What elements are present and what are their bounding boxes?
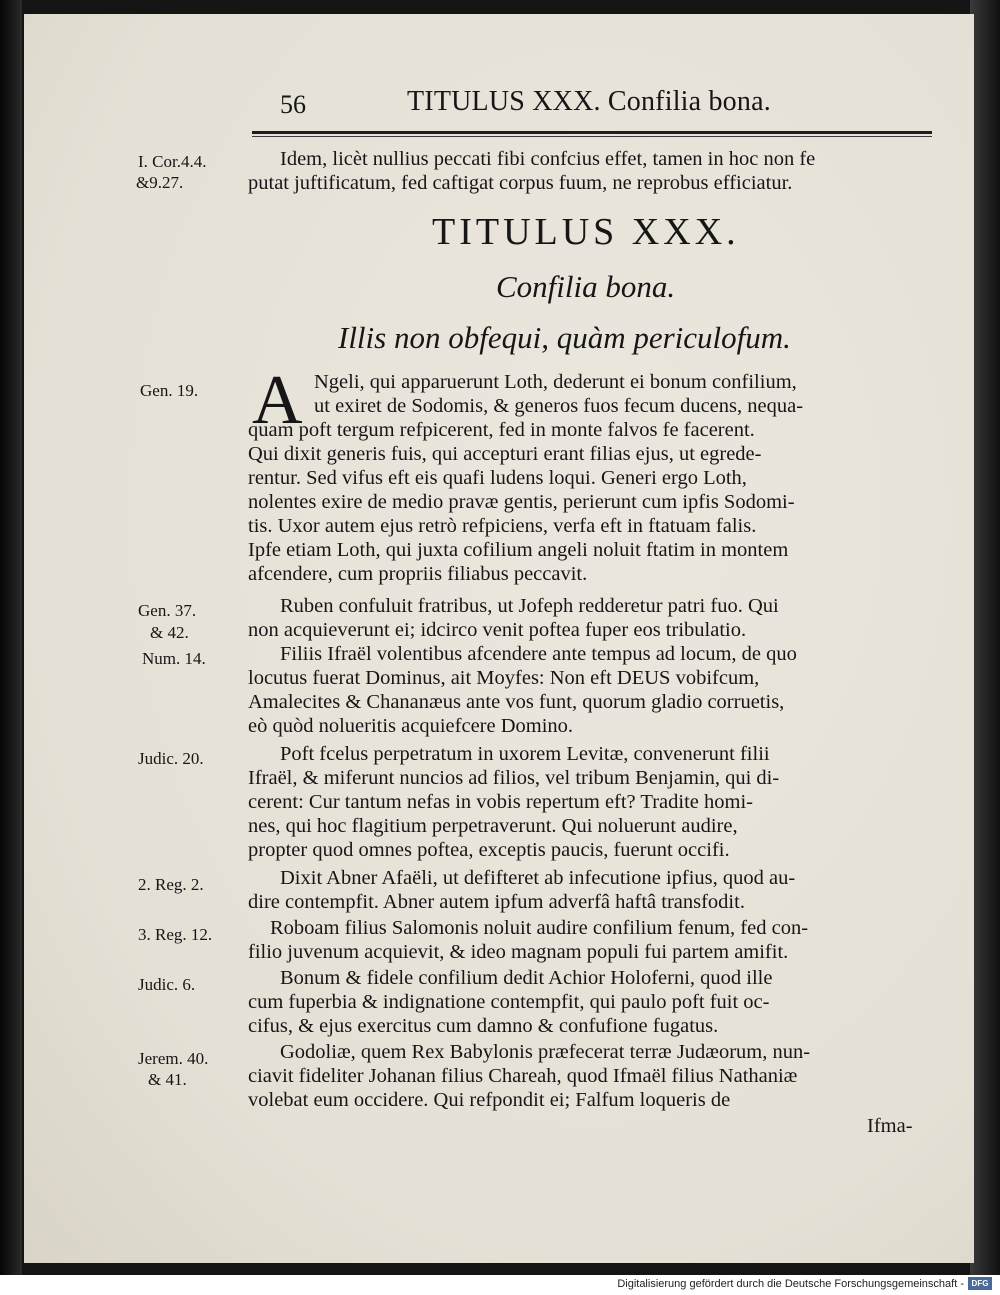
text-line: Idem, licèt nullius peccati fibi confcius effet, tamen in hoc non fe xyxy=(280,148,816,170)
text-line: Ifraël, & miferunt nuncios ad filios, vel tribum Benjamin, qui di- xyxy=(248,767,780,789)
text-line: rentur. Sed vifus eft eis quafi ludens loqui. Generi ergo Loth, xyxy=(248,467,747,489)
header-rule xyxy=(252,131,932,134)
text-line: cifus, & ejus exercitus cum damno & confufione fugatus. xyxy=(248,1015,719,1037)
margin-note: & 41. xyxy=(148,1070,187,1089)
text-line: Qui dixit generis fuis, qui accepturi erant filias ejus, ut egrede- xyxy=(248,443,762,465)
text-line: Dixit Abner Afaëli, ut defifteret ab infecutione ipfius, quod au- xyxy=(280,867,796,889)
drop-cap: A xyxy=(252,362,303,439)
text-line: eò quòd nolueritis acquiefcere Domino. xyxy=(248,715,574,737)
text-line: ciavit fideliter Johanan filius Chareah, quod Ifmaël filius Nathaniæ xyxy=(248,1065,798,1087)
text-line: Bonum & fidele confilium dedit Achior Holoferni, quod ille xyxy=(280,967,773,989)
margin-note: Judic. 6. xyxy=(138,975,196,994)
text-line: filio juvenum acquievit, & ideo magnam populi fui partem amifit. xyxy=(248,941,789,963)
text-line: cum fuperbia & indignatione contempfit, qui paulo poft fuit oc- xyxy=(248,991,770,1013)
dfg-logo-icon: DFG xyxy=(968,1277,992,1290)
text-line: afcendere, cum propriis filiabus peccavit. xyxy=(248,563,588,585)
book-page xyxy=(24,14,974,1263)
margin-note: Gen. 19. xyxy=(140,381,199,400)
margin-note: 2. Reg. 2. xyxy=(138,875,204,894)
text-line: propter quod omnes poftea, exceptis paucis, fuerunt occifi. xyxy=(248,839,730,861)
section-title: TITULUS XXX. xyxy=(432,211,740,253)
text-line: Filiis Ifraël volentibus afcendere ante tempus ad locum, de quo xyxy=(280,643,797,665)
text-line: locutus fuerat Dominus, ait Moyfes: Non eft DEUS vobifcum, xyxy=(248,667,760,689)
margin-note: I. Cor.4.4. xyxy=(138,152,207,171)
text-line: cerent: Cur tantum nefas in vobis repertum eft? Tradite homi- xyxy=(248,791,753,813)
text-line: tis. Uxor autem ejus retrò refpiciens, verfa eft in ftatuam falis. xyxy=(248,515,757,537)
page-edge-right xyxy=(970,0,1000,1275)
margin-note: Judic. 20. xyxy=(138,749,204,768)
page-number: 56 xyxy=(280,90,306,119)
text-line: Ruben confuluit fratribus, ut Jofeph redderetur patri fuo. Qui xyxy=(280,595,779,617)
section-motto: Illis non obfequi, quàm periculofum. xyxy=(338,320,791,355)
margin-note: &9.27. xyxy=(136,173,184,192)
text-line: Ipfe etiam Loth, qui juxta cofilium angeli noluit ftatim in montem xyxy=(248,539,789,561)
page-edge-left xyxy=(0,0,22,1275)
margin-note: Num. 14. xyxy=(142,649,206,668)
footer-credit: Digitalisierung gefördert durch die Deutsche Forschungsgemeinschaft - xyxy=(617,1278,964,1290)
header-rule-thin xyxy=(252,136,932,137)
text-line: putat juftificatum, fed caftigat corpus fuum, ne reprobus efficiatur. xyxy=(248,172,793,194)
margin-note: Gen. 37. xyxy=(138,601,197,620)
catchword: Ifma- xyxy=(867,1115,913,1137)
text-line: Poft fcelus perpetratum in uxorem Levitæ, convenerunt filii xyxy=(280,743,770,765)
margin-note: Jerem. 40. xyxy=(138,1049,209,1068)
text-line: ut exiret de Sodomis, & generos fuos fecum ducens, nequa- xyxy=(314,395,804,417)
text-line: quam poft tergum refpicerent, fed in monte falvos fe facerent. xyxy=(248,419,755,441)
text-line: Roboam filius Salomonis noluit audire confilium fenum, fed con- xyxy=(270,917,809,939)
text-line: nolentes exire de medio pravæ gentis, perierunt cum ipfis Sodomi- xyxy=(248,491,795,513)
margin-note: & 42. xyxy=(150,623,189,642)
running-title: TITULUS XXX. Confilia bona. xyxy=(407,86,771,117)
text-line: volebat eum occidere. Qui refpondit ei; Falfum loqueris de xyxy=(248,1089,731,1111)
section-subtitle: Confilia bona. xyxy=(496,269,676,304)
text-line: Ngeli, qui apparuerunt Loth, dederunt ei bonum confilium, xyxy=(314,371,797,393)
text-line: Amalecites & Chananæus ante vos funt, quorum gladio corruetis, xyxy=(248,691,785,713)
text-line: nes, qui hoc flagitium perpetraverunt. Qui noluerunt audire, xyxy=(248,815,738,837)
margin-note: 3. Reg. 12. xyxy=(138,925,213,944)
text-line: Godoliæ, quem Rex Babylonis præfecerat terræ Judæorum, nun- xyxy=(280,1041,811,1063)
text-line: dire contempfit. Abner autem ipfum adverfâ haftâ transfodit. xyxy=(248,891,745,913)
text-line: non acquieverunt ei; idcirco venit poftea fuper eos tribulatio. xyxy=(248,619,747,641)
